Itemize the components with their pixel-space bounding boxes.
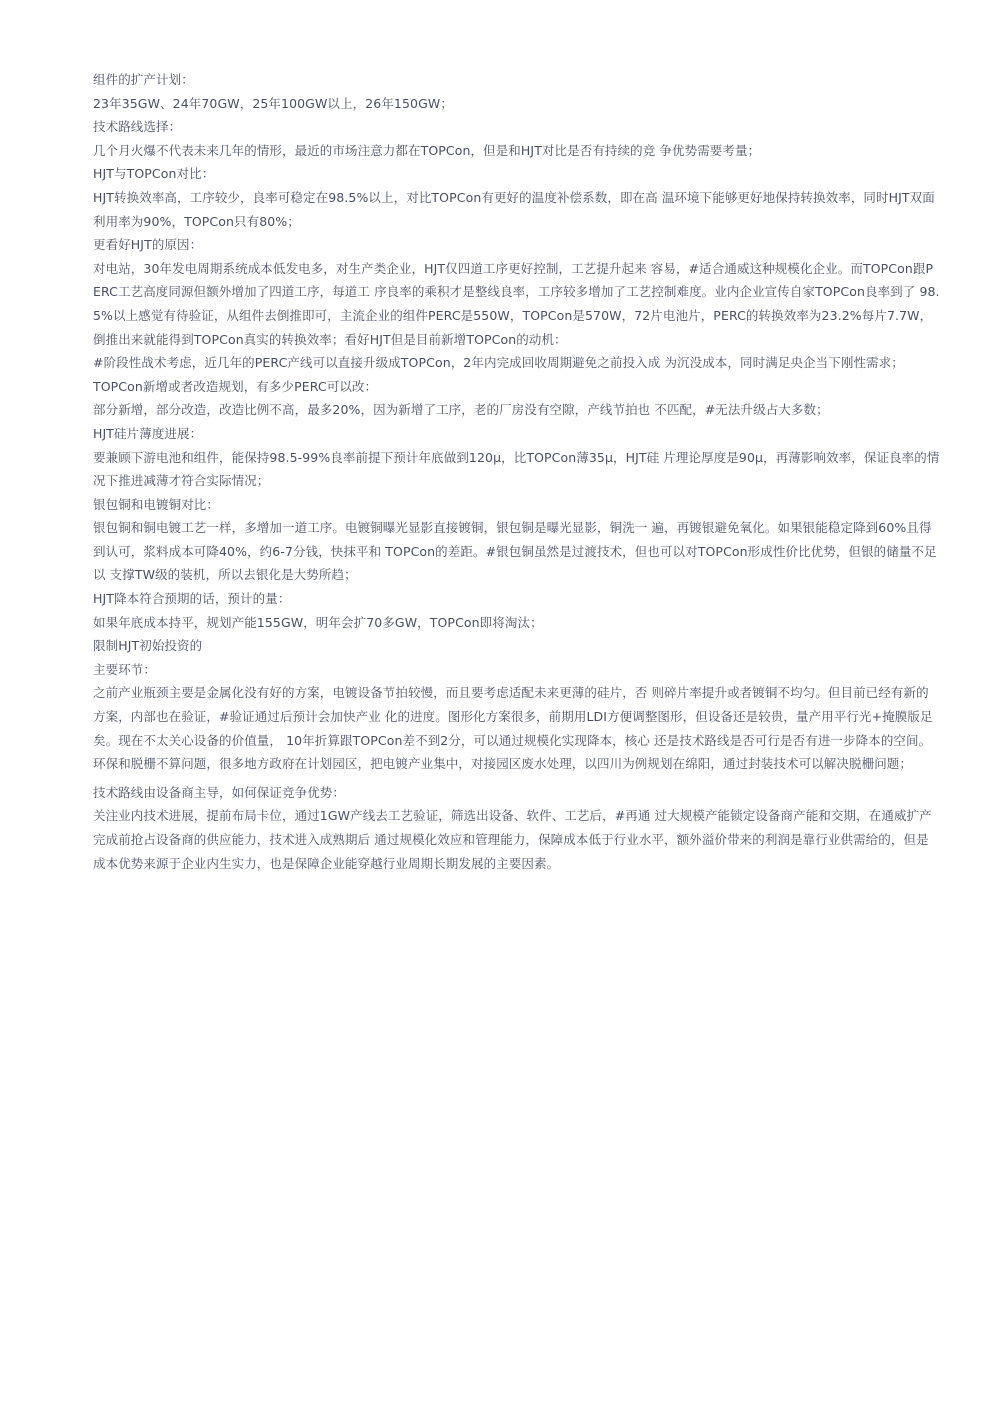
heading-key-steps: 主要环节：	[93, 661, 157, 677]
competitive-advantage-text: 关注业内技术进展，提前布局卡位，通过1GW产线去工艺验证，筛选出设备、软件、工艺后，#再通 过大规模产能锁定设备商产能和交期，在通威扩产完成前抢占设备商的供应能力，技术进入成熟期后 通过规模化效应和管理能力，保障成本低于行业水平，额外溢价带来的利润是靠行业供需给的，但是 成本优势来源于企业内生实力，也是保障企业能穿越行业周期长期发展的主要因素。	[93, 808, 933, 871]
hjt-vs-topcon-text: HJT转换效率高，工序较少，良率可稳定在98.5%以上，对比TOPCon有更好的温度补偿系数，即在高 温环境下能够更好地保持转换效率，同时HJT双面利用率为90%，TOPCon只有80%；	[93, 189, 935, 229]
heading-hjt-vs-topcon: HJT与TOPCon对比：	[93, 166, 215, 182]
heading-silver-copper: 银包铜和电镀铜对比：	[93, 496, 220, 512]
heading-cost-volume: HJT降本符合预期的话，预计的量：	[93, 591, 291, 607]
heading-topcon-retrofit: TOPCon新增或者改造规划，有多少PERC可以改：	[93, 378, 378, 394]
silver-copper-text: 银包铜和铜电镀工艺一样，多增加一道工序。电镀铜曝光显影直接镀铜，银包铜是曝光显影，铜洗一 遍，再镀银避免氧化。如果银能稳定降到60%且得到认可，浆料成本可降40%，约6-7分钱，快抹平和 TOPCon的差距。#银包铜虽然是过渡技术，但也可以对TOPCon形成性价比优势，但银的储量不足以 支撑TW级的装机，所以去银化是大势所趋；	[93, 520, 937, 583]
tactical-note: #阶段性战术考虑，近几年的PERC产线可以直接升级成TOPCon，2年内完成回收周期避免之前投入成 为沉没成本，同时满足央企当下刚性需求；	[93, 355, 904, 371]
route-choice-text: 几个月火爆不代表未来几年的情形，最近的市场注意力都在TOPCon，但是和HJT对比是否有持续的竞 争优势需要考量；	[93, 142, 761, 158]
topcon-retrofit-text: 部分新增，部分改造，改造比例不高，最多20%，因为新增了工序，老的厂房没有空隙，产线节拍也 不匹配，#无法升级占大多数；	[93, 402, 829, 418]
heading-wafer-thickness: HJT硅片薄度进展：	[93, 425, 203, 441]
why-hjt-text: 对电站，30年发电周期系统成本低发电多，对生产类企业，HJT仅四道工序更好控制，工艺提升起来 容易，#适合通威这种规模化企业。而TOPCon跟PERC工艺高度同源但额外增加了四道工序，每道工 序良率的乘积才是整线良率，工序较多增加了工艺控制难度。业内企业宣传自家TOPCon良率到了 98.5%以上感觉有待验证，从组件去倒推即可，主流企业的组件PERC是550W，TOPCon是570W，72片电池片，PERC的转换效率为23.2%每片7.7W，倒推出来就能得到TOPCon真实的转换效率；看好HJT但是目前新增TOPCon的动机：	[93, 260, 940, 347]
heading-expansion-plan: 组件的扩产计划：	[93, 72, 194, 87]
heading-competitive-advantage: 技术路线由设备商主导，如何保证竞争优势：	[93, 784, 346, 800]
document-body	[93, 68, 941, 875]
expansion-figures: 23年35GW、24年70GW，25年100GW以上，26年150GW；	[93, 95, 453, 111]
heading-why-hjt: 更看好HJT的原因：	[93, 237, 203, 253]
heading-route-choice: 技术路线选择：	[93, 119, 182, 135]
key-steps-text: 之前产业瓶颈主要是金属化没有好的方案，电镀设备节拍较慢，而且要考虑适配未来更薄的硅片，否 则碎片率提升或者镀铜不均匀。但目前已经有新的方案，内部也在验证，#验证通过后预计会加快产业 化的进度。图形化方案很多，前期用LDI方便调整图形，但设备还是较贵，量产用平行光+掩膜版足 矣。现在不太关心设备的价值量， 10年折算跟TOPCon差不到2分，可以通过规模化实现降本，核心 还是技术路线是否可行是否有进一步降本的空间。环保和脱栅不算问题，很多地方政府在计划园区，把电镀产业集中，对接园区废水处理，以四川为例规划在绵阳，通过封装技术可以解决脱栅问题；	[93, 685, 937, 772]
cost-volume-text: 如果年底成本持平，规划产能155GW，明年会扩70多GW，TOPCon即将淘汰；	[93, 614, 543, 630]
wafer-thickness-text: 要兼顾下游电池和组件，能保持98.5-99%良率前提下预计年底做到120μ，比TOPCon薄35μ，HJT硅 片理论厚度是90μ，再薄影响效率，保证良率的情况下推进减薄才符合实际情况；	[93, 449, 940, 489]
heading-investment-limit: 限制HJT初始投资的	[93, 638, 203, 654]
